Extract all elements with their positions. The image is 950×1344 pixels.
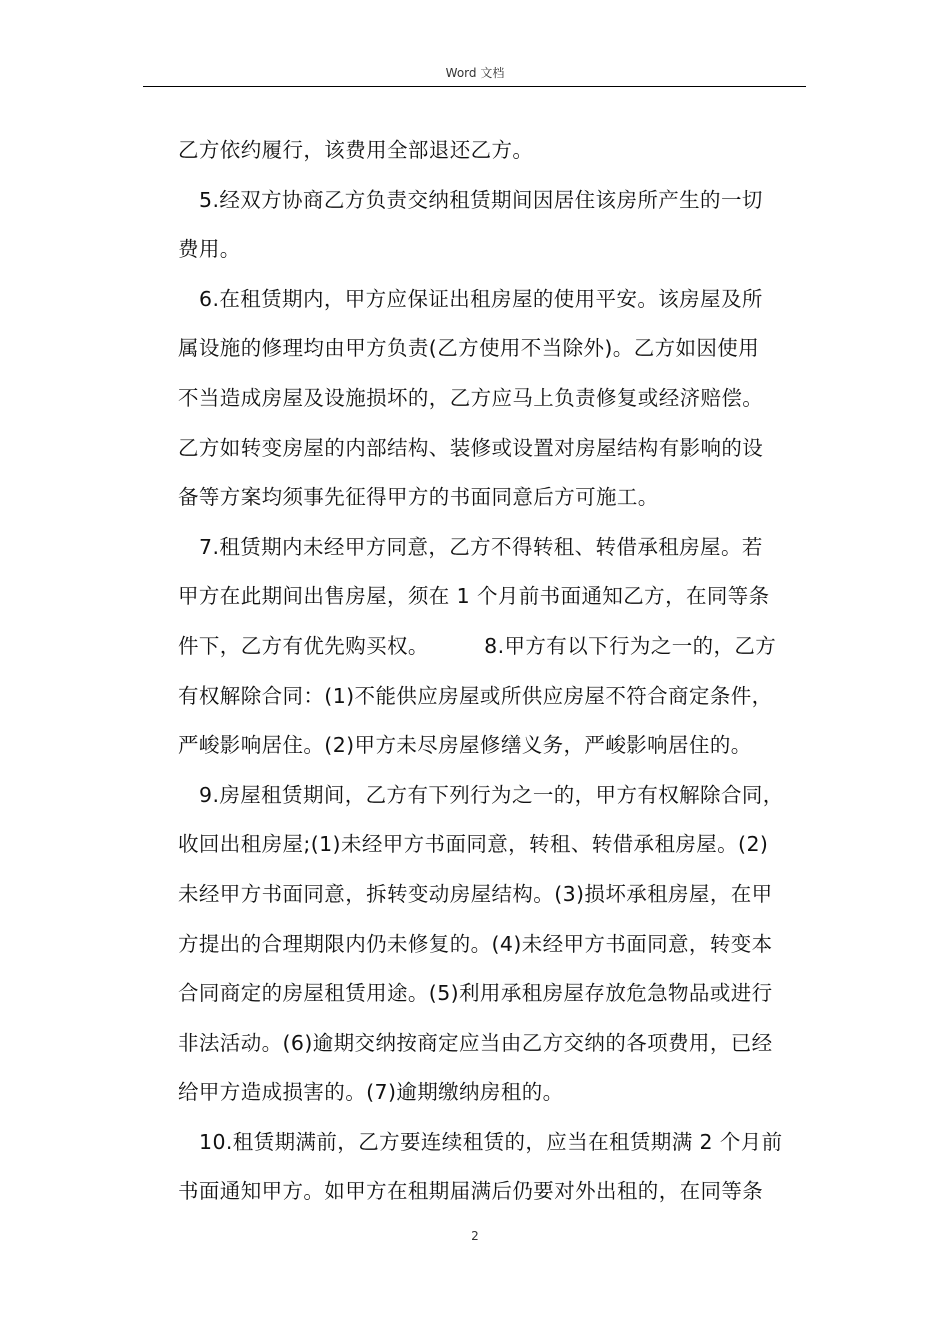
text-line: 10.租赁期满前，乙方要连续租赁的，应当在租赁期满 2 个月前 — [199, 1129, 783, 1154]
text-line: 乙方依约履行，该费用全部退还乙方。 — [178, 138, 534, 162]
text-line: 乙方如转变房屋的内部结构、装修或设置对房屋结构有影响的设 — [178, 435, 764, 460]
text-line: 费用。 — [178, 237, 241, 262]
text-line: 给甲方造成损害的。(7)逾期缴纳房租的。 — [178, 1080, 564, 1105]
document-header-title: Word 文档 — [445, 66, 505, 80]
text-line: 未经甲方书面同意，拆转变动房屋结构。(3)损坏承租房屋，在甲 — [178, 881, 773, 906]
text-line: 备等方案均须事先征得甲方的书面同意后方可施工。 — [178, 485, 659, 510]
header-divider — [143, 86, 806, 87]
text-line: 合同商定的房屋租赁用途。(5)利用承租房屋存放危急物品或进行 — [178, 981, 773, 1006]
text-line: 9.房屋租赁期间，乙方有下列行为之一的，甲方有权解除合同， — [199, 782, 784, 807]
text-line: 收回出租房屋;(1)未经甲方书面同意，转租、转借承租房屋。(2) — [178, 832, 769, 857]
text-line: 6.在租赁期内，甲方应保证出租房屋的使用平安。该房屋及所 — [199, 286, 763, 311]
text-line: 甲方在此期间出售房屋，须在 1 个月前书面通知乙方，在同等条 — [178, 584, 770, 609]
page-number: 2 — [471, 1229, 479, 1243]
text-line: 7.租赁期内未经甲方同意，乙方不得转租、转借承租房屋。若 — [199, 534, 763, 559]
text-line: 方提出的合理期限内仍未修复的。(4)未经甲方书面同意，转变本 — [178, 931, 773, 956]
text-line: 属设施的修理均由甲方负责(乙方使用不当除外)。乙方如因使用 — [178, 336, 760, 361]
text-line: 件下，乙方有优先购买权。 8.甲方有以下行为之一的，乙方 — [178, 633, 777, 658]
text-line: 非法活动。(6)逾期交纳按商定应当由乙方交纳的各项费用，已经 — [178, 1030, 773, 1055]
document-body — [178, 126, 808, 1217]
text-line: 严峻影响居住。(2)甲方未尽房屋修缮义务，严峻影响居住的。 — [178, 733, 752, 758]
text-line: 不当造成房屋及设施损坏的，乙方应马上负责修复或经济赔偿。 — [178, 385, 764, 410]
text-line: 书面通知甲方。如甲方在租期届满后仍要对外出租的，在同等条 — [178, 1179, 764, 1204]
text-line: 有权解除合同：(1)不能供应房屋或所供应房屋不符合商定条件， — [178, 683, 773, 708]
text-line: 5.经双方协商乙方负责交纳租赁期间因居住该房所产生的一切 — [199, 187, 763, 212]
